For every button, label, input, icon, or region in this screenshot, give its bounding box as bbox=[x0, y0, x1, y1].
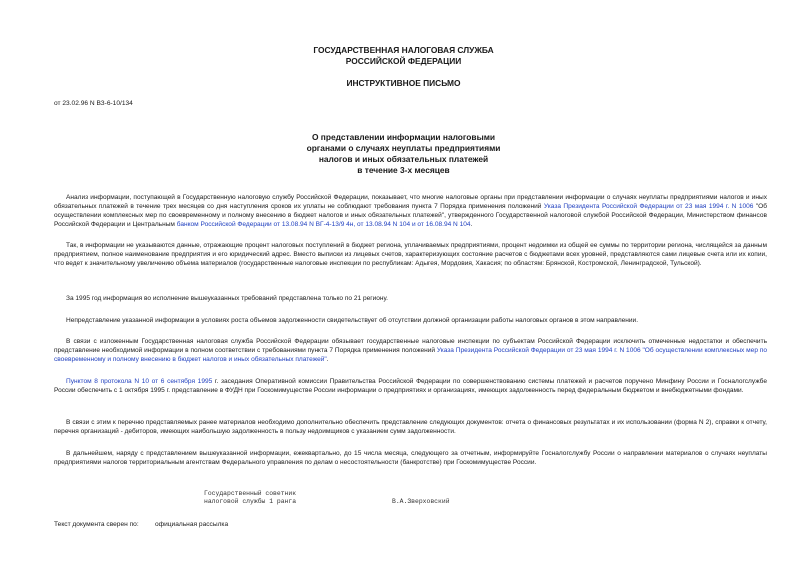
document-title-line4: в течение 3-х месяцев bbox=[357, 165, 450, 175]
paragraph-2: Так, в информации не указываются данные, отражающие процент налоговых поступлений в бюджет региона, уплачиваемых предприятиями, процент недоимки из общей ее суммы по территории региона, числящейся за данным предприятием, полное наименование предприятия и его юридический адрес. Вместо выписки из лицевых счетов, характеризующих состояние расчетов с бюджетами всех уровней, представляются сами лицевые счета или их копии, что ведет к значительному увеличению объема материалов (государственные налоговые инспекции по республикам: Адыгея, Мордовия, Хакасия; по областям: Брянской, Костромской, Ленинградской, Тульской). bbox=[54, 242, 767, 268]
verification-label: Текст документа сверен по: bbox=[54, 521, 139, 528]
document-title-line3: налогов и иных обязательных платежей bbox=[318, 154, 489, 164]
agency-name-line2: РОССИЙСКОЙ ФЕДЕРАЦИИ bbox=[345, 56, 462, 66]
central-bank-link[interactable]: банком Российской Федерации от 13.08.94 N ВГ-4-13/9 4н, от 13.08.94 N 104 и от 16.08.94 N 104 bbox=[176, 221, 471, 229]
signatory-position-line2: налоговой службы 1 ранга bbox=[204, 498, 297, 505]
paragraph-4: Непредставление указанной информации в условиях роста объемов задолженности свидетельствует об отсутствии должной организации работы налоговых органов в этом направлении. bbox=[66, 317, 639, 324]
document-type: ИНСТРУКТИВНОЕ ПИСЬМО bbox=[346, 78, 461, 88]
decree-link-2[interactable]: Указа Президента Российской Федерации от 23 мая 1994 г. N 1006 "Об осуществлении комплексных мер по своевременному и полному внесению в бюджет налогов и иных обязательных платежей" bbox=[54, 347, 767, 364]
paragraph-8: В дальнейшем, наряду с представлением вышеуказанной информации, ежеквартально, до 15 числа месяца, следующего за отчетным, информируйте Госналогслужбу России о направлении материалов о случаях неуплаты предприятиями налогов территориальным агентствам Федерального управления по делам о несостоятельности (банкротстве) при Госкомимуществе России. bbox=[54, 450, 767, 467]
document-title-line1: О представлении информации налоговыми bbox=[311, 132, 496, 142]
paragraph-3: За 1995 год информация во исполнение вышеуказанных требований представлена только по 21 региону. bbox=[66, 295, 388, 302]
decree-link[interactable]: Указа Президента Российской Федерации от 23 мая 1994 г. N 1006 bbox=[543, 203, 754, 211]
paragraph-6: Пунктом 8 протокола N 10 от 6 сентября 1995 г. заседания Оперативной комиссии Правительства Российской Федерации по совершенствованию системы платежей и расчетов поручено Минфину России и Госналогслужбе России обеспечить с 1 октября 1995 г. представление в ФУДН при Госкомимуществе России информации о предприятиях и организациях, имеющих задолженность перед федеральным бюджетом и внебюджетными фондами. bbox=[54, 378, 767, 395]
paragraph-1: Анализ информации, поступающей в Государственную налоговую службу Российской Федерации, показывает, что многие налоговые органы при представлении информации о случаях неуплаты предприятиями налогов и иных обязательных платежей в течение трех месяцев со дня наступления сроков их уплаты не соблюдают требования пункта 7 Порядка применения положений Указа Президента Российской Федерации от 23 мая 1994 г. N 1006 "Об осуществлении комплексных мер по своевременному и полному внесению в бюджет налогов и иных обязательных платежей", утвержденного Государственной налоговой службой Российской Федерации, Министерством финансов Российской Федерации и Центральным банком Российской Федерации от 13.08.94 N ВГ-4-13/9 4н, от 13.08.94 N 104 и от 16.08.94 N 104. bbox=[54, 194, 767, 229]
signatory-position-line1: Государственный советник bbox=[204, 490, 297, 497]
document-date-number: от 23.02.96 N ВЗ-6-10/134 bbox=[54, 100, 133, 107]
protocol-link[interactable]: Пунктом 8 протокола N 10 от 6 сентября 1995 bbox=[66, 378, 213, 385]
paragraph-5: В связи с изложенным Государственная налоговая служба Российской Федерации обязывает государственные налоговые инспекции по субъектам Российской Федерации исключить отмеченные недостатки и обеспечить представление необходимой информации в полном соответствии с требованиями пункта 7 Порядка применения положений Указа Президента Российской Федерации от 23 мая 1994 г. N 1006 "Об осуществлении комплексных мер по своевременному и полному внесению в бюджет налогов и иных обязательных платежей". bbox=[54, 338, 767, 364]
signatory-name: В.А.Зверховский bbox=[392, 498, 450, 505]
agency-name-line1: ГОСУДАРСТВЕННАЯ НАЛОГОВАЯ СЛУЖБА bbox=[313, 45, 494, 55]
verification-source: официальная рассылка bbox=[155, 521, 229, 528]
paragraph-7: В связи с этим к перечню представляемых ранее материалов необходимо дополнительно обеспечить представление следующих документов: отчета о финансовых результатах и их использовании (форма N 2), справки к отчету, перечня организаций - дебиторов, имеющих наибольшую задолженность в пользу недоимщиков с указанием сумм задолженности. bbox=[54, 419, 767, 436]
document-title-line2: органами о случаях неуплаты предприятиями bbox=[306, 143, 501, 153]
